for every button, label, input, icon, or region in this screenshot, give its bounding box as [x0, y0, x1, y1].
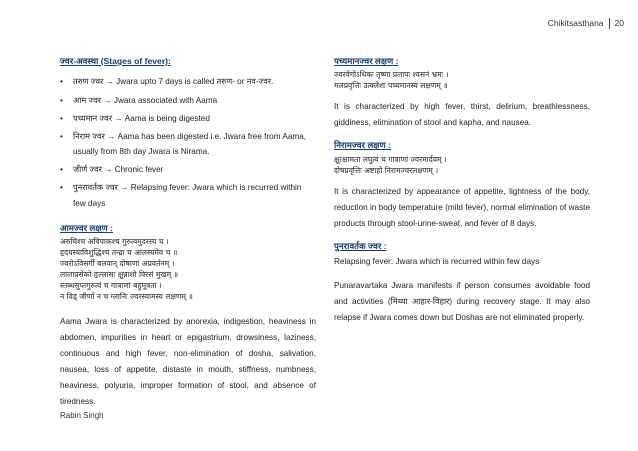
- nirama-heading-text: निरामज्वर लक्षण: [334, 140, 386, 151]
- nirama-verse: क्षुत्क्षामता लघुत्वं च गात्राणां ज्वरमार्दवम् । दोषप्रवृत्तिः अष्टाहो निरामज्वरलक्षणम् ।: [334, 154, 447, 175]
- chapter-title: Chikitsasthana: [547, 18, 604, 28]
- pachyamana-heading-text: पच्यमानज्वर लक्षण: [334, 56, 394, 66]
- stages-heading: ज्वर-अवस्था (Stages of fever):: [60, 56, 171, 66]
- list-item: • पच्यमान ज्वर → Aama is being digested: [60, 111, 316, 126]
- nirama-heading: निरामज्वर लक्षण :: [334, 140, 391, 151]
- page-footer: Rabin Singh: [60, 411, 104, 420]
- pachyamana-heading: पच्यमानज्वर लक्षण :: [334, 56, 399, 66]
- punaravartaka-heading-text: पुनरावर्तक ज्वर: [334, 240, 382, 251]
- punaravartaka-definition: Relapsing fever: Jwara which is recurred within few days: [334, 257, 540, 267]
- list-item: • तरुण ज्वर → Jwara upto 7 days is called तरुण- or नव-ज्वर.: [60, 74, 316, 89]
- list-item: • निराम ज्वर → Aama has been digested i.e. Jwara free from Aama, usually from 8th day Jwara is Nirama.: [60, 129, 316, 159]
- left-column: [60, 55, 316, 410]
- punaravartaka-paragraph: Punaravartaka Jwara manifests if person consumes avoidable food and activities (मिथ्या आहार-विहार) during recovery stage. It may also relapse if Jwara comes down but Doshas are not eliminated properly.: [334, 281, 590, 323]
- amajwara-heading: आमज्वर लक्षण :: [60, 222, 113, 233]
- pachyamana-paragraph: It is characterized by high fever, thirst, delirium, breathlessness, giddiness, elimination of stool and kapha, and nausea.: [334, 102, 590, 128]
- stages-list: [60, 74, 316, 210]
- list-item: • पुनरावर्तक ज्वर → Relapsing fever: Jwara which is recurred within few days: [60, 180, 316, 210]
- list-item: • आम ज्वर → Jwara associated with Aama: [60, 93, 316, 108]
- amajwara-heading-text: आमज्वर लक्षण: [60, 222, 108, 233]
- punaravartaka-heading: पुनरावर्तक ज्वर :: [334, 240, 387, 251]
- list-item: • जीर्ण ज्वर → Chronic fever: [60, 162, 316, 177]
- pachyamana-verse: ज्वरवेगोऽधिकः तृष्णा प्रलापः श्वसनं भ्रमः । मलप्रवृत्तिः उत्क्लेशः पच्यमानस्य लक्षणम् ॥: [334, 70, 449, 91]
- page-header: [548, 18, 624, 29]
- page-number: 20: [614, 18, 624, 28]
- amajwara-paragraph: Aama Jwara is characterized by anorexia, indigestion, heaviness in abdomen, impurities in heart or epigastrium, drowsiness, laziness, continuous and high fever, non-elimination of dosha, salivation, nausea, loss of appetite, distaste in mouth, stiffness, numbness, heaviness, polyuria, improper formation of stool, and absence of tiredness.: [60, 317, 316, 407]
- right-column: [334, 55, 590, 326]
- header-divider: [609, 18, 610, 29]
- amajwara-verse: अरुचिश्च अविपाकश्च गुरुत्वमुदरस्य च । हृदयस्याविशुद्धिश्च तन्द्रा च आलस्यमेव च ॥ ज्वरोऽविसर्गी बलवान् दोषाणां अप्रवर्तनम् । लालाप्रसेको हृल्लासः क्षुन्नाशो विरसं मुखम् ॥ स्तब्धसुप्तगुरुत्वं च गात्राणां बहुमूत्रता । न विड् जीर्णा न च ग्लानिः ज्वरस्यामस्य लक्षणम् ॥: [60, 237, 193, 302]
- nirama-paragraph: It is characterized by appearance of appetite, lightness of the body, reduction in body temperature (mild fever), normal elimination of waste products through stool-urine-sweat, and fever of 8 days.: [334, 186, 590, 228]
